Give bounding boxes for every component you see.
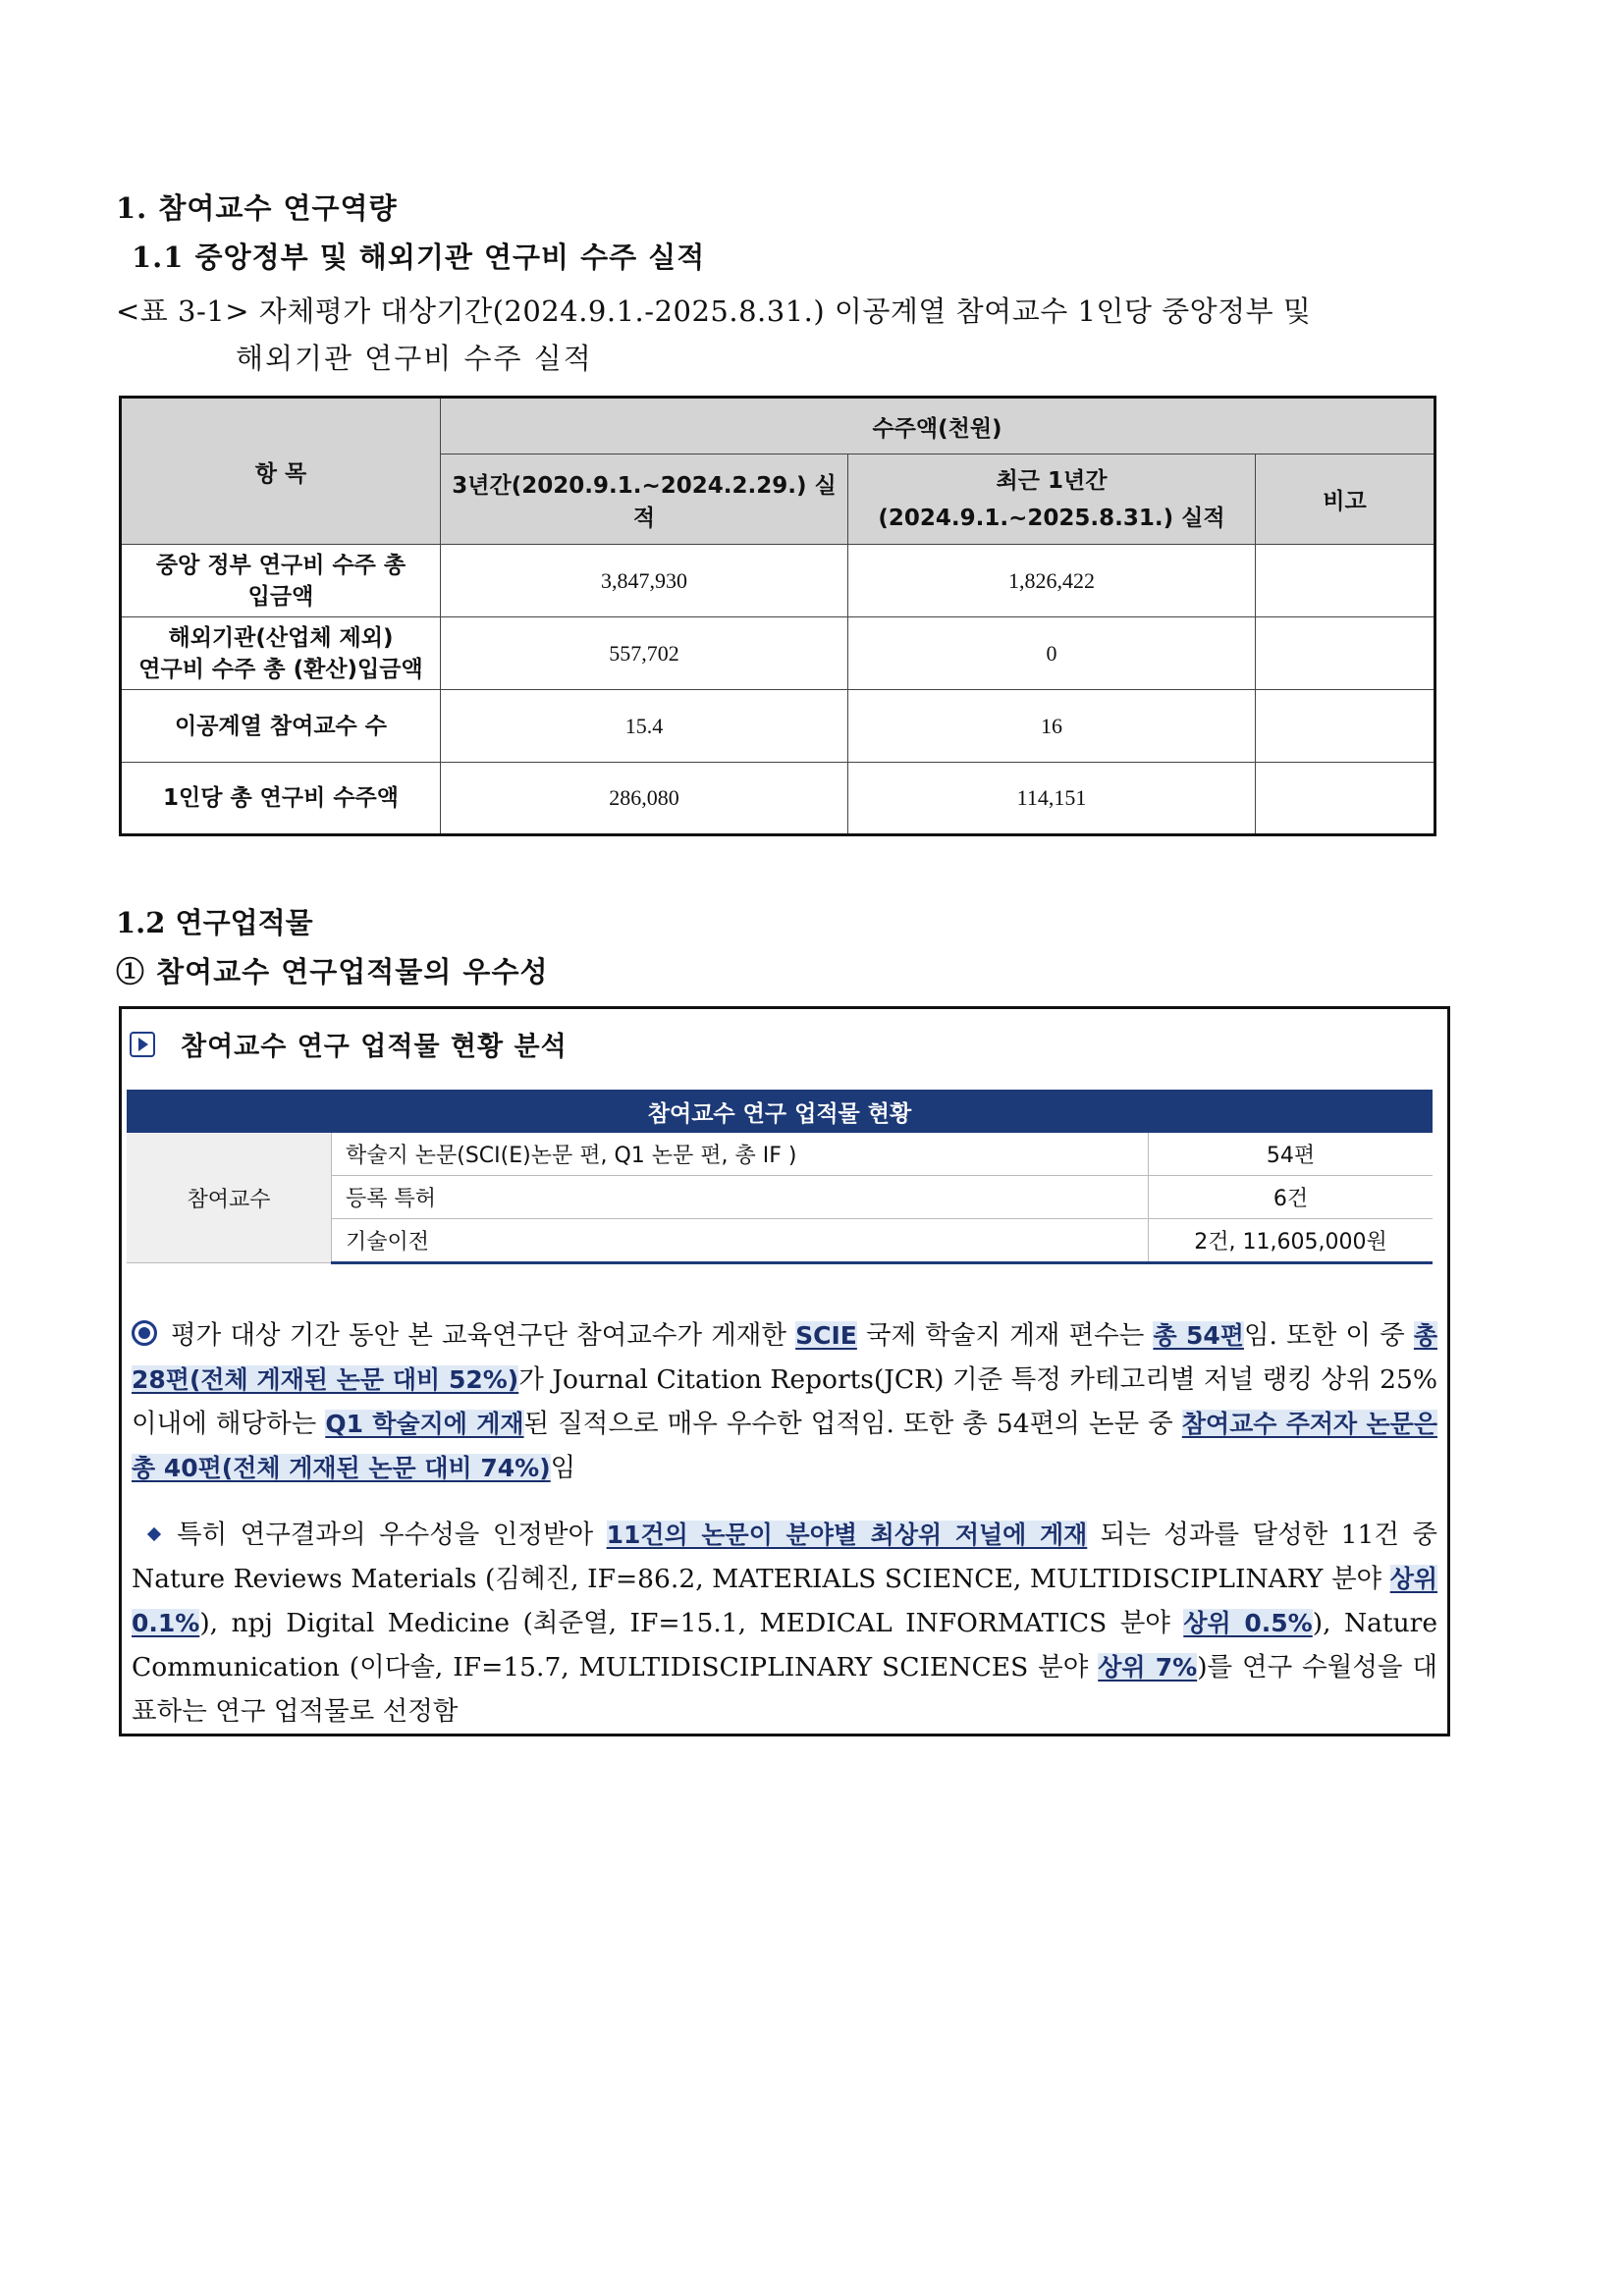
table-caption-cont: 해외기관 연구비 수주 실적: [236, 342, 593, 375]
bullet-circle-icon: [132, 1320, 157, 1346]
section-subtitle: 1.1 중앙정부 및 해외기관 연구비 수주 실적: [132, 240, 706, 274]
value-3yr: 3,847,930: [441, 545, 848, 617]
row-value: 6건: [1149, 1176, 1434, 1219]
summary-paragraph: 평가 대상 기간 동안 본 교육연구단 참여교수가 게재한 SCIE 국제 학술지 게재 편수는 총 54편임. 또한 이 중 총 28편(전체 게재된 논문 대비 52%)가 Journal Citation Reports(JCR) 기준 특정 카테고리별 저널 랭킹 상위 25% 이내에 해당하는 Q1 학술지에 게재된 질적으로 매우 우수한 업적임. 또한 총 54편의 논문 중 참여교수 주저자 논문은 총 40편(전체 게재된 논문 대비 74%)임: [132, 1320, 1438, 1483]
group-label: 참여교수: [127, 1133, 332, 1263]
row-label: 해외기관(산업체 제외) 연구비 수주 총 (환산)입금액: [121, 617, 441, 690]
box-title: 참여교수 연구 업적물 현황 분석: [130, 1025, 568, 1063]
value-3yr: 15.4: [441, 690, 848, 763]
achievement-table: [127, 1090, 1433, 1264]
value-recent: 1,826,422: [848, 545, 1256, 617]
bullet-diamond-icon: [147, 1527, 161, 1541]
col-note-header: 비고: [1256, 454, 1435, 545]
col-item-header: 항 목: [121, 398, 441, 545]
value-note: [1256, 763, 1435, 835]
section-title: 1. 참여교수 연구역량: [116, 191, 398, 225]
col-recent-header: 최근 1년간 (2024.9.1.~2025.8.31.) 실적: [848, 454, 1256, 545]
highlight-paragraph: 특히 연구결과의 우수성을 인정받아 11건의 논문이 분야별 최상위 저널에 게재 되는 성과를 달성한 11건 중 Nature Reviews Materials (김혜진, IF=86.2, MATERIALS SCIENCE, MULTIDISCIPLINARY 분야 상위 0.1%), npj Digital Medicine (최준열, IF=15.1, MEDICAL INFORMATICS 분야 상위 0.5%), Nature Communication (이다솔, IF=15.7, MULTIDISCIPLINARY SCIENCES 분야 상위 7%)를 연구 수월성을 대표하는 연구 업적물로 선정함: [132, 1520, 1438, 1727]
funding-table: [119, 396, 1436, 836]
row-label: 학술지 논문(SCI(E)논문 편, Q1 논문 편, 총 IF ): [332, 1133, 1149, 1176]
table-row: [121, 545, 1435, 617]
value-recent: 0: [848, 617, 1256, 690]
row-label: 기술이전: [332, 1219, 1149, 1263]
col-3yr-header: 3년간(2020.9.1.~2024.2.29.) 실적: [441, 454, 848, 545]
row-label: 1인당 총 연구비 수주액: [121, 763, 441, 835]
section2-title: 1.2 연구업적물: [116, 906, 313, 939]
table-caption: <표 3-1> 자체평가 대상기간(2024.9.1.-2025.8.31.) 이공계열 참여교수 1인당 중앙정부 및: [116, 294, 1312, 328]
row-value: 2건, 11,605,000원: [1149, 1219, 1434, 1263]
col-amount-header: 수주액(천원): [441, 398, 1435, 454]
analysis-box: [119, 1006, 1450, 1736]
row-label: 중앙 정부 연구비 수주 총 입금액: [121, 545, 441, 617]
value-note: [1256, 690, 1435, 763]
row-label: 등록 특허: [332, 1176, 1149, 1219]
table-row: [121, 690, 1435, 763]
table-row: [127, 1133, 1433, 1176]
row-label: 이공계열 참여교수 수: [121, 690, 441, 763]
value-3yr: 286,080: [441, 763, 848, 835]
play-arrow-icon: [130, 1032, 155, 1057]
value-recent: 114,151: [848, 763, 1256, 835]
section2-subtitle: ① 참여교수 연구업적물의 우수성: [116, 955, 549, 988]
achievement-table-title: 참여교수 연구 업적물 현황: [127, 1090, 1433, 1133]
table-row: [121, 763, 1435, 835]
table-row: [121, 617, 1435, 690]
value-note: [1256, 617, 1435, 690]
value-note: [1256, 545, 1435, 617]
value-3yr: 557,702: [441, 617, 848, 690]
row-value: 54편: [1149, 1133, 1434, 1176]
value-recent: 16: [848, 690, 1256, 763]
